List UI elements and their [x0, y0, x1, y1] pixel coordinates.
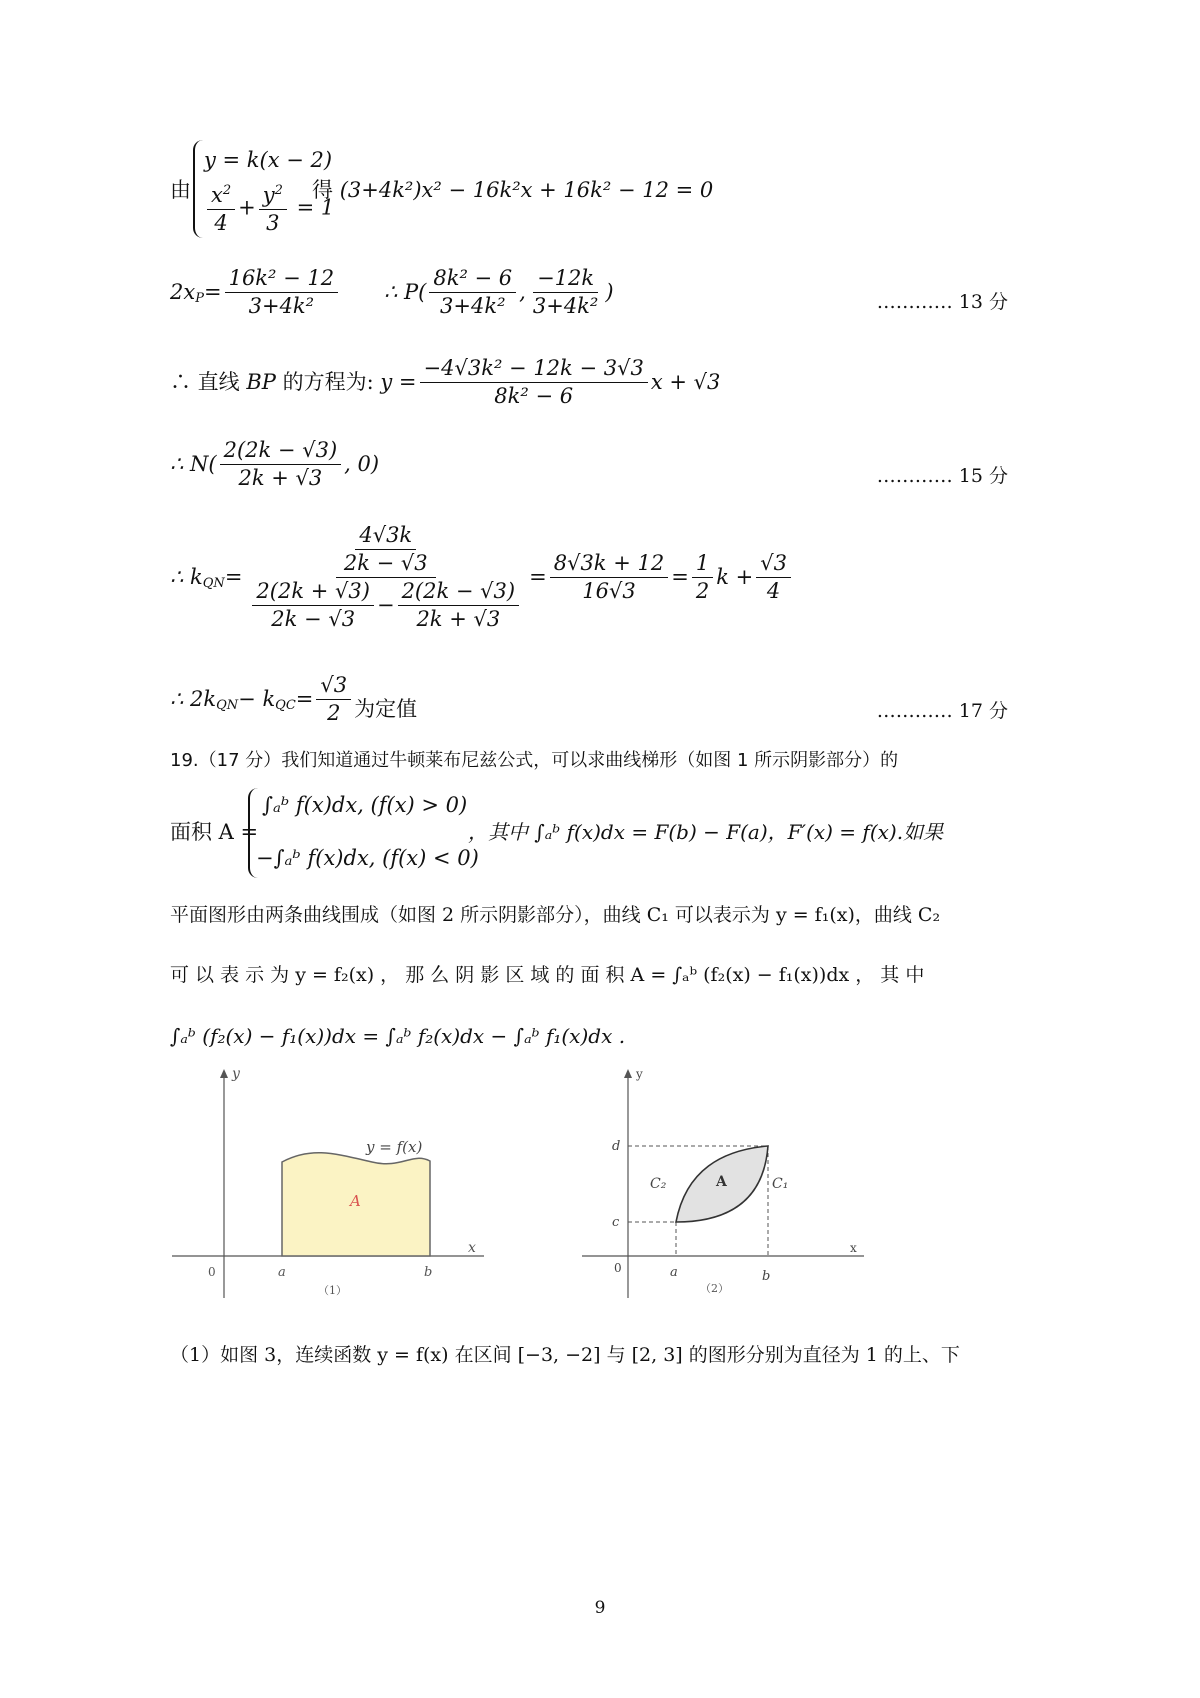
fig2-c1-label: C₁ [772, 1176, 789, 1192]
fig2-c2-label: C₂ [650, 1176, 667, 1192]
fig2-d: d [612, 1139, 621, 1154]
score-13: ………… 13 分 [876, 291, 1008, 313]
system-prefix: 由 [170, 178, 191, 202]
q19-line-d: ∫ₐᵇ (f₂(x) − f₁(x))dx = ∫ₐᵇ f₂(x)dx − ∫ₐᵇ f₁(x)dx . [170, 1024, 626, 1048]
system-eq2: $\frac{x^2}{4}$ + $\frac{y^2}{3}$ = 1 [204, 184, 334, 234]
figure-2 [582, 1066, 872, 1304]
fig2-caption: （2） [700, 1282, 729, 1295]
score-17: ………… 17 分 [876, 700, 1008, 722]
system-result: 得 (3+4k²)x² − 16k²x + 16k² − 12 = 0 [312, 178, 714, 202]
page-number: 9 [594, 1598, 606, 1618]
fig2-x-label: x [850, 1241, 857, 1255]
fig1-b: b [424, 1265, 433, 1280]
fig1-y-label: y [232, 1066, 240, 1082]
fig1-origin: 0 [208, 1265, 216, 1279]
q19-case2: −∫ₐᵇ f(x)dx, (f(x) < 0) [256, 846, 479, 870]
q19-intro: 19.（17 分）我们知道通过牛顿莱布尼兹公式，可以求曲线梯形（如图 1 所示阴影部分）的 [170, 750, 899, 771]
xp-equation: 2x $_P$ = $\frac{\text{16k² − 12}}{\text{3+4k²}}$ [170, 268, 341, 317]
fig2-b: b [762, 1269, 771, 1284]
fig1-curve-label: y = f(x) [366, 1138, 423, 1156]
system-eq1: y = k(x − 2) [204, 148, 333, 172]
point-n: ∴ N( $\frac{2(2k - √3)}{2k + √3}$ , 0) [170, 438, 380, 490]
slope-qn: ∴ k $_{QN}$ = $\frac{4√3k}{2k - √3}$ $\frac{2(2k + √3)}{2k - √3}$ − $\frac{2(2k - √3)}{2k + √3}$ = $\frac{8√3k + 12}{16√3}$ = $\frac{1}{2}$ k + $\frac{√3}{4}$ [170, 525, 794, 630]
fig2-c: c [612, 1215, 620, 1230]
fig2-area-label: A [716, 1174, 727, 1190]
q19-line-c: 可 以 表 示 为 y = f₂(x) ， 那 么 阴 影 区 域 的 面 积 A = ∫ₐᵇ (f₂(x) − f₁(x))dx ， 其 中 [170, 964, 925, 986]
fig1-caption: （1） [318, 1284, 347, 1297]
fig1-a: a [278, 1265, 286, 1280]
q19-part1: （1）如图 3，连续函数 y = f(x) 在区间 [−3, −2] 与 [2, 3] 的图形分别为直径为 1 的上、下 [170, 1344, 960, 1366]
fig1-x-label: x [468, 1240, 476, 1256]
fig2-origin: 0 [614, 1261, 622, 1275]
system-brace [193, 140, 203, 238]
fig2-a: a [670, 1265, 678, 1280]
fig1-area-label: A [350, 1192, 361, 1210]
q19-line-b: 平面图形由两条曲线围成（如图 2 所示阴影部分），曲线 C₁ 可以表示为 y = f₁(x)，曲线 C₂ [170, 904, 941, 926]
q19-where: ，其中 ∫ₐᵇ f(x)dx = F(b) − F(a)，F′(x) = f(x).如果 [468, 820, 944, 844]
fig2-y-label: y [636, 1067, 643, 1081]
fixed-value: ∴ 2k $_{QN}$ − k $_{QC}$ = $\frac{√3}{2}$ 为定值 [170, 673, 418, 725]
score-15: ………… 15 分 [876, 465, 1008, 487]
q19-area-label: 面积 A = [170, 820, 259, 844]
point-p: ∴ P( $\frac{\text{8k² − 6}}{\text{3+4k²}}$ , $\frac{-12k}{\text{3+4k²}}$ ) [384, 266, 614, 318]
q19-case1: ∫ₐᵇ f(x)dx, (f(x) > 0) [262, 793, 468, 817]
figure-1 [172, 1066, 488, 1304]
line-bp-equation: ∴ 直线 BP 的方程为: y = $\frac{\text{−4√3k² − 12k − 3√3}}{\text{8k² − 6}}$ x + √3 [170, 356, 721, 408]
